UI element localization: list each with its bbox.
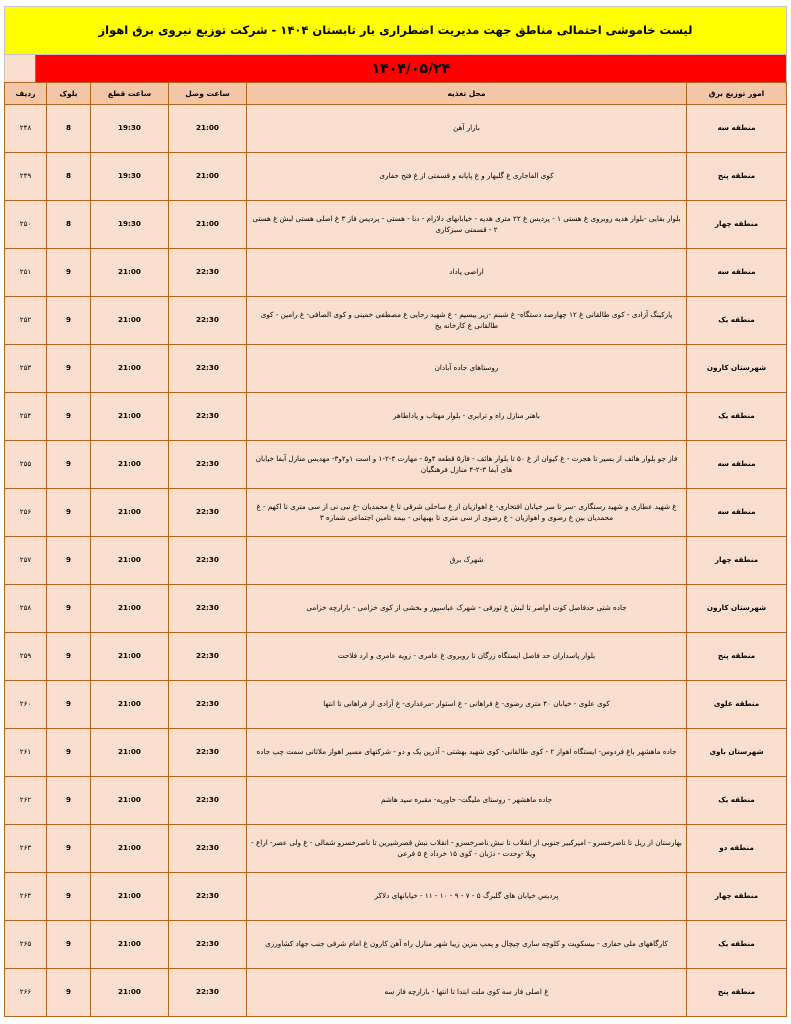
table-row — [5, 921, 787, 969]
cell-blok: 9 — [47, 345, 91, 393]
cell-blok: 9 — [47, 969, 91, 1017]
cell-saat-vasl: 22:30 — [169, 873, 247, 921]
cell-saat-ghat: 19:30 — [91, 153, 169, 201]
cell-radif: ۲۴۸ — [5, 105, 47, 153]
cell-radif: ۲۵۰ — [5, 201, 47, 249]
column-header-saat-ghat: ساعت قطع — [91, 83, 169, 105]
cell-blok: 9 — [47, 873, 91, 921]
cell-omur-tozi-bargh: منطقه پنج — [687, 633, 787, 681]
date-banner — [4, 54, 787, 82]
cell-radif: ۲۵۶ — [5, 489, 47, 537]
cell-mahal-taghzie: بهارستان از ریل تا ناصرخسرو - امیرکبیر جنوبی از انقلاب تا نبش ناصرخسرو - انقلاب نبش قصرشیرین تا ناصرخسرو شمالی - غ ولی عصر- اراع - ویلا -وحدت - دژبان - کوی ۱۵ خرداد غ ۵ فرعی — [247, 825, 687, 873]
cell-saat-ghat: 19:30 — [91, 105, 169, 153]
cell-saat-vasl: 22:30 — [169, 345, 247, 393]
cell-saat-vasl: 21:00 — [169, 153, 247, 201]
cell-mahal-taghzie: جاده ماهشهر - روستای ملیگت- خاوریه- مقبره سید هاشم — [247, 777, 687, 825]
cell-mahal-taghzie: غ شهید عطاری و شهید رستگاری -سر تا سر خیابان افتخاری- غ اهوازیان از غ ساحلی شرقی تا غ محمدیان -غ نبی نی از سی متری تا اکهم - غ محمدیان بین غ رضوی و اهوازیان - غ رضوی از سی متری تا بهبهانی - بیمه تامین اجتماعی شماره ۳ — [247, 489, 687, 537]
cell-mahal-taghzie: فاز جو بلوار هائف از بسیر تا هجرت - غ کیوان از غ ۵۰ تا بلوار هائف - فاز۵ قطعه ۴و۵ - مهارت ۳-۲-۱ و است ۱و۲و۳- مهدیس منازل آبفا خیابان های آبفا ۳-۲-۴ منازل فرهنگیان — [247, 441, 687, 489]
page-title: لیست خاموشی احتمالی مناطق جهت مدیریت اضطراری بار تابستان ۱۴۰۴ - شرکت توزیع نیروی برق اهواز — [98, 23, 693, 38]
table-row — [5, 681, 787, 729]
cell-saat-vasl: 22:30 — [169, 681, 247, 729]
cell-omur-tozi-bargh: منطقه چهار — [687, 873, 787, 921]
table-row — [5, 489, 787, 537]
cell-mahal-taghzie: بازار آهن — [247, 105, 687, 153]
cell-blok: 8 — [47, 105, 91, 153]
cell-saat-ghat: 21:00 — [91, 537, 169, 585]
table-row — [5, 105, 787, 153]
cell-omur-tozi-bargh: شهرستان باوی — [687, 729, 787, 777]
cell-saat-ghat: 21:00 — [91, 825, 169, 873]
title-banner — [4, 6, 787, 54]
cell-omur-tozi-bargh: شهرستان کارون — [687, 585, 787, 633]
cell-omur-tozi-bargh: منطقه علوی — [687, 681, 787, 729]
cell-blok: 9 — [47, 681, 91, 729]
cell-blok: 9 — [47, 249, 91, 297]
table-row — [5, 825, 787, 873]
cell-omur-tozi-bargh: منطقه سه — [687, 489, 787, 537]
cell-radif: ۲۶۰ — [5, 681, 47, 729]
cell-radif: ۲۶۳ — [5, 825, 47, 873]
cell-blok: 9 — [47, 921, 91, 969]
cell-saat-ghat: 21:00 — [91, 441, 169, 489]
table-header — [5, 83, 787, 105]
table-row — [5, 873, 787, 921]
cell-blok: 9 — [47, 633, 91, 681]
cell-omur-tozi-bargh: منطقه سه — [687, 249, 787, 297]
cell-mahal-taghzie: پارکینگ آزادی - کوی طالقانی غ ۱۲ چهارصد دستگاه- غ شبنم -زیر بیسیم - غ شهید رجایی غ مصطفی خمینی و کوی الصافی- غ رامین - کوی طالقانی غ کارخانه یخ — [247, 297, 687, 345]
cell-saat-ghat: 19:30 — [91, 201, 169, 249]
cell-mahal-taghzie: جاده ماهشهر باغ فردوس- ایستگاه اهواز ۲ - کوی طالقانی- کوی شهید بهشتی - آذرین یک و دو - شرکتهای مسیر اهواز ملاثانی سمت چپ جاده — [247, 729, 687, 777]
column-header-saat-vasl: ساعت وصل — [169, 83, 247, 105]
cell-radif: ۲۶۴ — [5, 873, 47, 921]
cell-saat-vasl: 22:30 — [169, 969, 247, 1017]
cell-saat-vasl: 22:30 — [169, 825, 247, 873]
cell-omur-tozi-bargh: منطقه یک — [687, 393, 787, 441]
table-row — [5, 729, 787, 777]
cell-saat-ghat: 21:00 — [91, 393, 169, 441]
cell-blok: 9 — [47, 777, 91, 825]
cell-radif: ۲۵۸ — [5, 585, 47, 633]
cell-saat-ghat: 21:00 — [91, 297, 169, 345]
cell-radif: ۲۵۳ — [5, 345, 47, 393]
cell-blok: 9 — [47, 393, 91, 441]
cell-saat-vasl: 22:30 — [169, 489, 247, 537]
column-header-mahal-taghzie: محل تغذیه — [247, 83, 687, 105]
cell-saat-ghat: 21:00 — [91, 249, 169, 297]
outage-schedule-table — [4, 82, 787, 1017]
cell-saat-ghat: 21:00 — [91, 921, 169, 969]
cell-saat-vasl: 21:00 — [169, 105, 247, 153]
table-row — [5, 249, 787, 297]
cell-blok: 9 — [47, 297, 91, 345]
table-row — [5, 297, 787, 345]
cell-blok: 9 — [47, 489, 91, 537]
cell-mahal-taghzie: پردیس خیابان های گلبرگ ۵ - ۷ - ۹ - ۱۰ - ۱۱ - خیابانهای دلاکر — [247, 873, 687, 921]
cell-saat-ghat: 21:00 — [91, 681, 169, 729]
cell-mahal-taghzie: کوی علوی - خیابان ۴۰ متری رضوی- غ فراهانی - غ استوار -مرغداری- غ آزادی از فراهانی تا انتها — [247, 681, 687, 729]
cell-radif: ۲۵۱ — [5, 249, 47, 297]
cell-blok: 8 — [47, 153, 91, 201]
cell-omur-tozi-bargh: شهرستان کارون — [687, 345, 787, 393]
cell-mahal-taghzie: اراضی پاداد — [247, 249, 687, 297]
table-row — [5, 585, 787, 633]
cell-saat-ghat: 21:00 — [91, 777, 169, 825]
cell-saat-vasl: 22:30 — [169, 537, 247, 585]
cell-saat-vasl: 22:30 — [169, 393, 247, 441]
cell-saat-ghat: 21:00 — [91, 633, 169, 681]
cell-blok: 9 — [47, 825, 91, 873]
cell-radif: ۲۶۵ — [5, 921, 47, 969]
cell-radif: ۲۴۹ — [5, 153, 47, 201]
cell-saat-vasl: 22:30 — [169, 633, 247, 681]
column-header-radif: ردیف — [5, 83, 47, 105]
table-row — [5, 537, 787, 585]
cell-saat-ghat: 21:00 — [91, 873, 169, 921]
cell-radif: ۲۵۵ — [5, 441, 47, 489]
cell-omur-tozi-bargh: منطقه سه — [687, 441, 787, 489]
cell-radif: ۲۶۶ — [5, 969, 47, 1017]
cell-omur-tozi-bargh: منطقه سه — [687, 105, 787, 153]
cell-blok: 8 — [47, 201, 91, 249]
cell-omur-tozi-bargh: منطقه چهار — [687, 537, 787, 585]
cell-saat-vasl: 22:30 — [169, 297, 247, 345]
cell-radif: ۲۶۲ — [5, 777, 47, 825]
table-row — [5, 969, 787, 1017]
table-row — [5, 777, 787, 825]
cell-mahal-taghzie: کوی الفاجاری غ گلبهار و غ پایانه و قسمتی از غ فتح حفاری — [247, 153, 687, 201]
cell-saat-ghat: 21:00 — [91, 489, 169, 537]
table-row — [5, 633, 787, 681]
cell-omur-tozi-bargh: منطقه چهار — [687, 201, 787, 249]
table-row — [5, 393, 787, 441]
cell-mahal-taghzie: روستاهای جاده آبادان — [247, 345, 687, 393]
cell-saat-vasl: 22:30 — [169, 249, 247, 297]
cell-omur-tozi-bargh: منطقه پنج — [687, 153, 787, 201]
cell-blok: 9 — [47, 537, 91, 585]
table-row — [5, 201, 787, 249]
cell-radif: ۲۵۴ — [5, 393, 47, 441]
column-header-omur-tozi-bargh: امور توزیع برق — [687, 83, 787, 105]
cell-saat-ghat: 21:00 — [91, 345, 169, 393]
table-body — [5, 105, 787, 1017]
cell-saat-vasl: 21:00 — [169, 201, 247, 249]
cell-saat-vasl: 22:30 — [169, 585, 247, 633]
date-banner-end-cell — [5, 55, 36, 82]
column-header-blok: بلوک — [47, 83, 91, 105]
cell-blok: 9 — [47, 585, 91, 633]
cell-radif: ۲۵۹ — [5, 633, 47, 681]
table-header-row — [5, 83, 787, 105]
cell-saat-ghat: 21:00 — [91, 729, 169, 777]
cell-saat-vasl: 22:30 — [169, 921, 247, 969]
cell-omur-tozi-bargh: منطقه یک — [687, 777, 787, 825]
cell-mahal-taghzie: بلوار پاسداران حد فاصل ایستگاه زرگان تا روبروی غ عامری - زویه عامری و ارد فلاحت — [247, 633, 687, 681]
cell-blok: 9 — [47, 441, 91, 489]
cell-radif: ۲۵۷ — [5, 537, 47, 585]
cell-omur-tozi-bargh: منطقه یک — [687, 297, 787, 345]
cell-omur-tozi-bargh: منطقه پنج — [687, 969, 787, 1017]
cell-omur-tozi-bargh: منطقه دو — [687, 825, 787, 873]
schedule-date: ۱۴۰۴/۰۵/۲۴ — [371, 60, 451, 77]
cell-mahal-taghzie: بلوار بقایی -بلوار هدیه روبروی غ هستی ۱ - پردیس غ ۲۲ متری هدیه - خیابانهای دلارام - دنا - هستی - پردیس فاز ۳ غ اصلی هستی لبش غ هستی ۲ - قسمتی سبزکاری — [247, 201, 687, 249]
table-row — [5, 153, 787, 201]
cell-mahal-taghzie: شهرک برق — [247, 537, 687, 585]
cell-saat-vasl: 22:30 — [169, 729, 247, 777]
cell-mahal-taghzie: غ اصلی فاز سه کوی ملت ابتدا تا انتها - بازارچه فاز سه — [247, 969, 687, 1017]
date-banner-main — [36, 55, 786, 82]
cell-saat-vasl: 22:30 — [169, 441, 247, 489]
cell-omur-tozi-bargh: منطقه یک — [687, 921, 787, 969]
cell-blok: 9 — [47, 729, 91, 777]
cell-mahal-taghzie: کارگاههای ملی حفاری - بیسکویت و کلوچه سازی چیچال و پمپ بنزین زیبا شهر منازل راه آهن کارون غ امام شرقی جنب جهاد کشاورزی — [247, 921, 687, 969]
cell-mahal-taghzie: جاده شتی حدفاصل کوت اواصر تا لبش غ ثورقی - شهرک عباسپور و بخشی از کوی خزامی - بازارچه خزامی — [247, 585, 687, 633]
cell-saat-ghat: 21:00 — [91, 585, 169, 633]
cell-mahal-taghzie: باهنر منازل راه و ترابری - بلوار مهتاب و پاداطاهر — [247, 393, 687, 441]
cell-radif: ۲۶۱ — [5, 729, 47, 777]
cell-saat-vasl: 22:30 — [169, 777, 247, 825]
table-row — [5, 441, 787, 489]
cell-saat-ghat: 21:00 — [91, 969, 169, 1017]
table-row — [5, 345, 787, 393]
cell-radif: ۲۵۲ — [5, 297, 47, 345]
